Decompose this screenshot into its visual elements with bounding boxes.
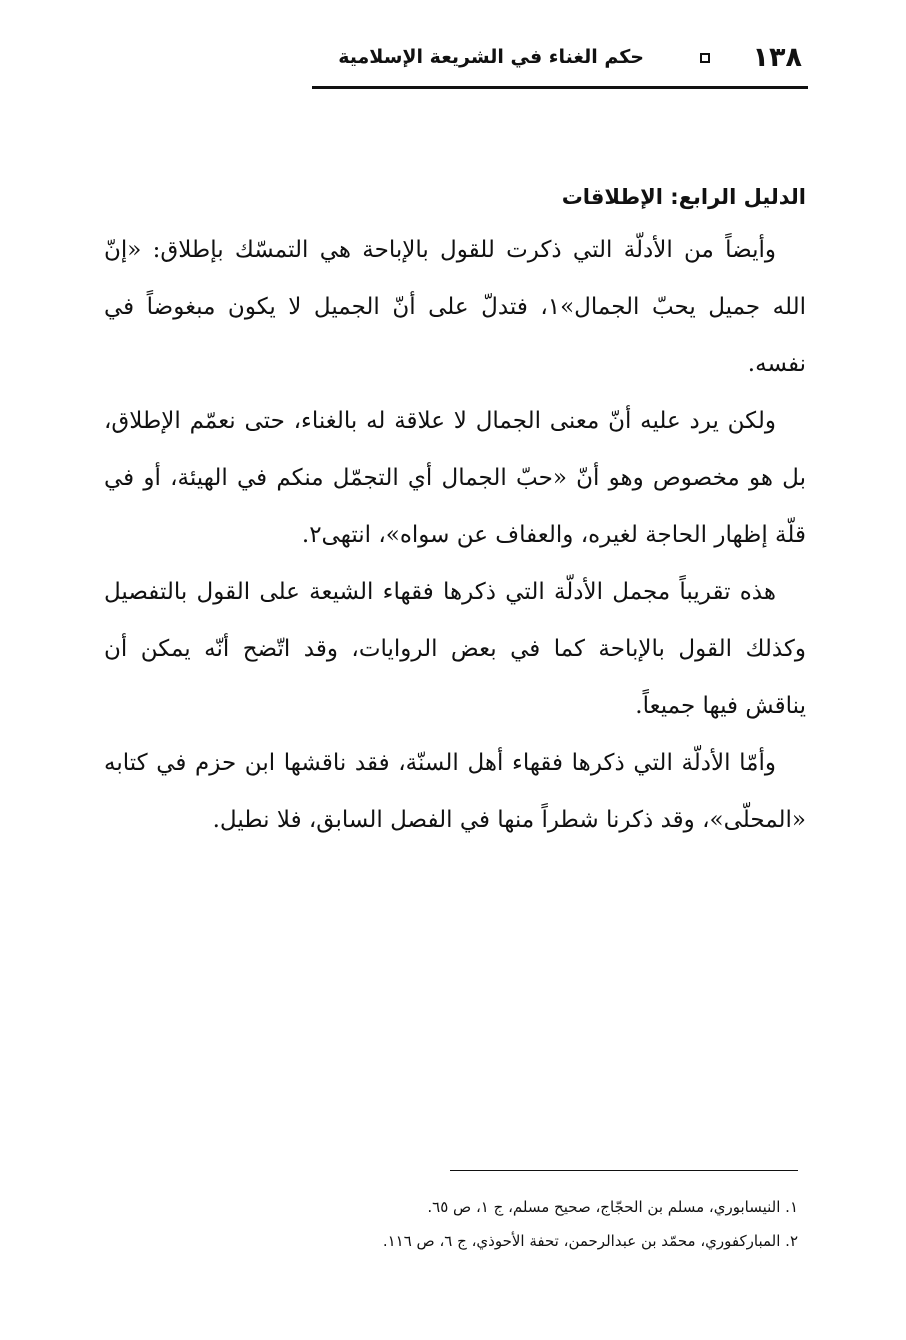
paragraph-3: هذه تقريباً مجمل الأدلّة التي ذكرها فقهاء الشيعة على القول بالتفصيل وكذلك القول بالإباحة كما في بعض الروايات، وقد اتّضح أنّه يمكن أن يناقش فيها جميعاً.	[104, 579, 806, 719]
page-number: ١٣٨	[752, 42, 802, 73]
header-rule	[312, 86, 808, 89]
square-separator-icon	[700, 53, 710, 63]
footnote-2: ٢. المباركفوري، محمّد بن عبدالرحمن، تحفة الأحوذي، ج ٦، ص ١١٦.	[382, 1232, 798, 1250]
footnote-rule	[450, 1170, 798, 1171]
paragraph-4: وأمّا الأدلّة التي ذكرها فقهاء أهل السنّة، فقد ناقشها ابن حزم في كتابه «المحلّى»، وقد ذكرنا شطراً منها في الفصل السابق، فلا نطيل.	[104, 750, 806, 833]
running-title: حكم الغناء في الشريعة الإسلامية	[338, 46, 644, 68]
section-heading: الدليل الرابع: الإطلاقات	[561, 185, 806, 209]
footnotes	[200, 1190, 798, 1258]
main-text	[104, 174, 806, 849]
paragraph-1: وأيضاً من الأدلّة التي ذكرت للقول بالإباحة هي التمسّك بإطلاق: «إنّ الله جميل يحبّ الجمال»١، فتدلّ على أنّ الجميل لا يكون مبغوضاً في نفسه.	[104, 237, 806, 377]
footnote-1: ١. النيسابوري، مسلم بن الحجّاج، صحيح مسلم، ج ١، ص ٦٥.	[427, 1198, 798, 1216]
paragraph-2: ولكن يرد عليه أنّ معنى الجمال لا علاقة له بالغناء، حتى نعمّم الإطلاق، بل هو مخصوص وهو أنّ «حبّ الجمال أي التجمّل منكم في الهيئة، أو في قلّة إظهار الحاجة لغيره، والعفاف عن سواه»، انتهى٢.	[104, 408, 806, 548]
running-header	[312, 36, 806, 84]
